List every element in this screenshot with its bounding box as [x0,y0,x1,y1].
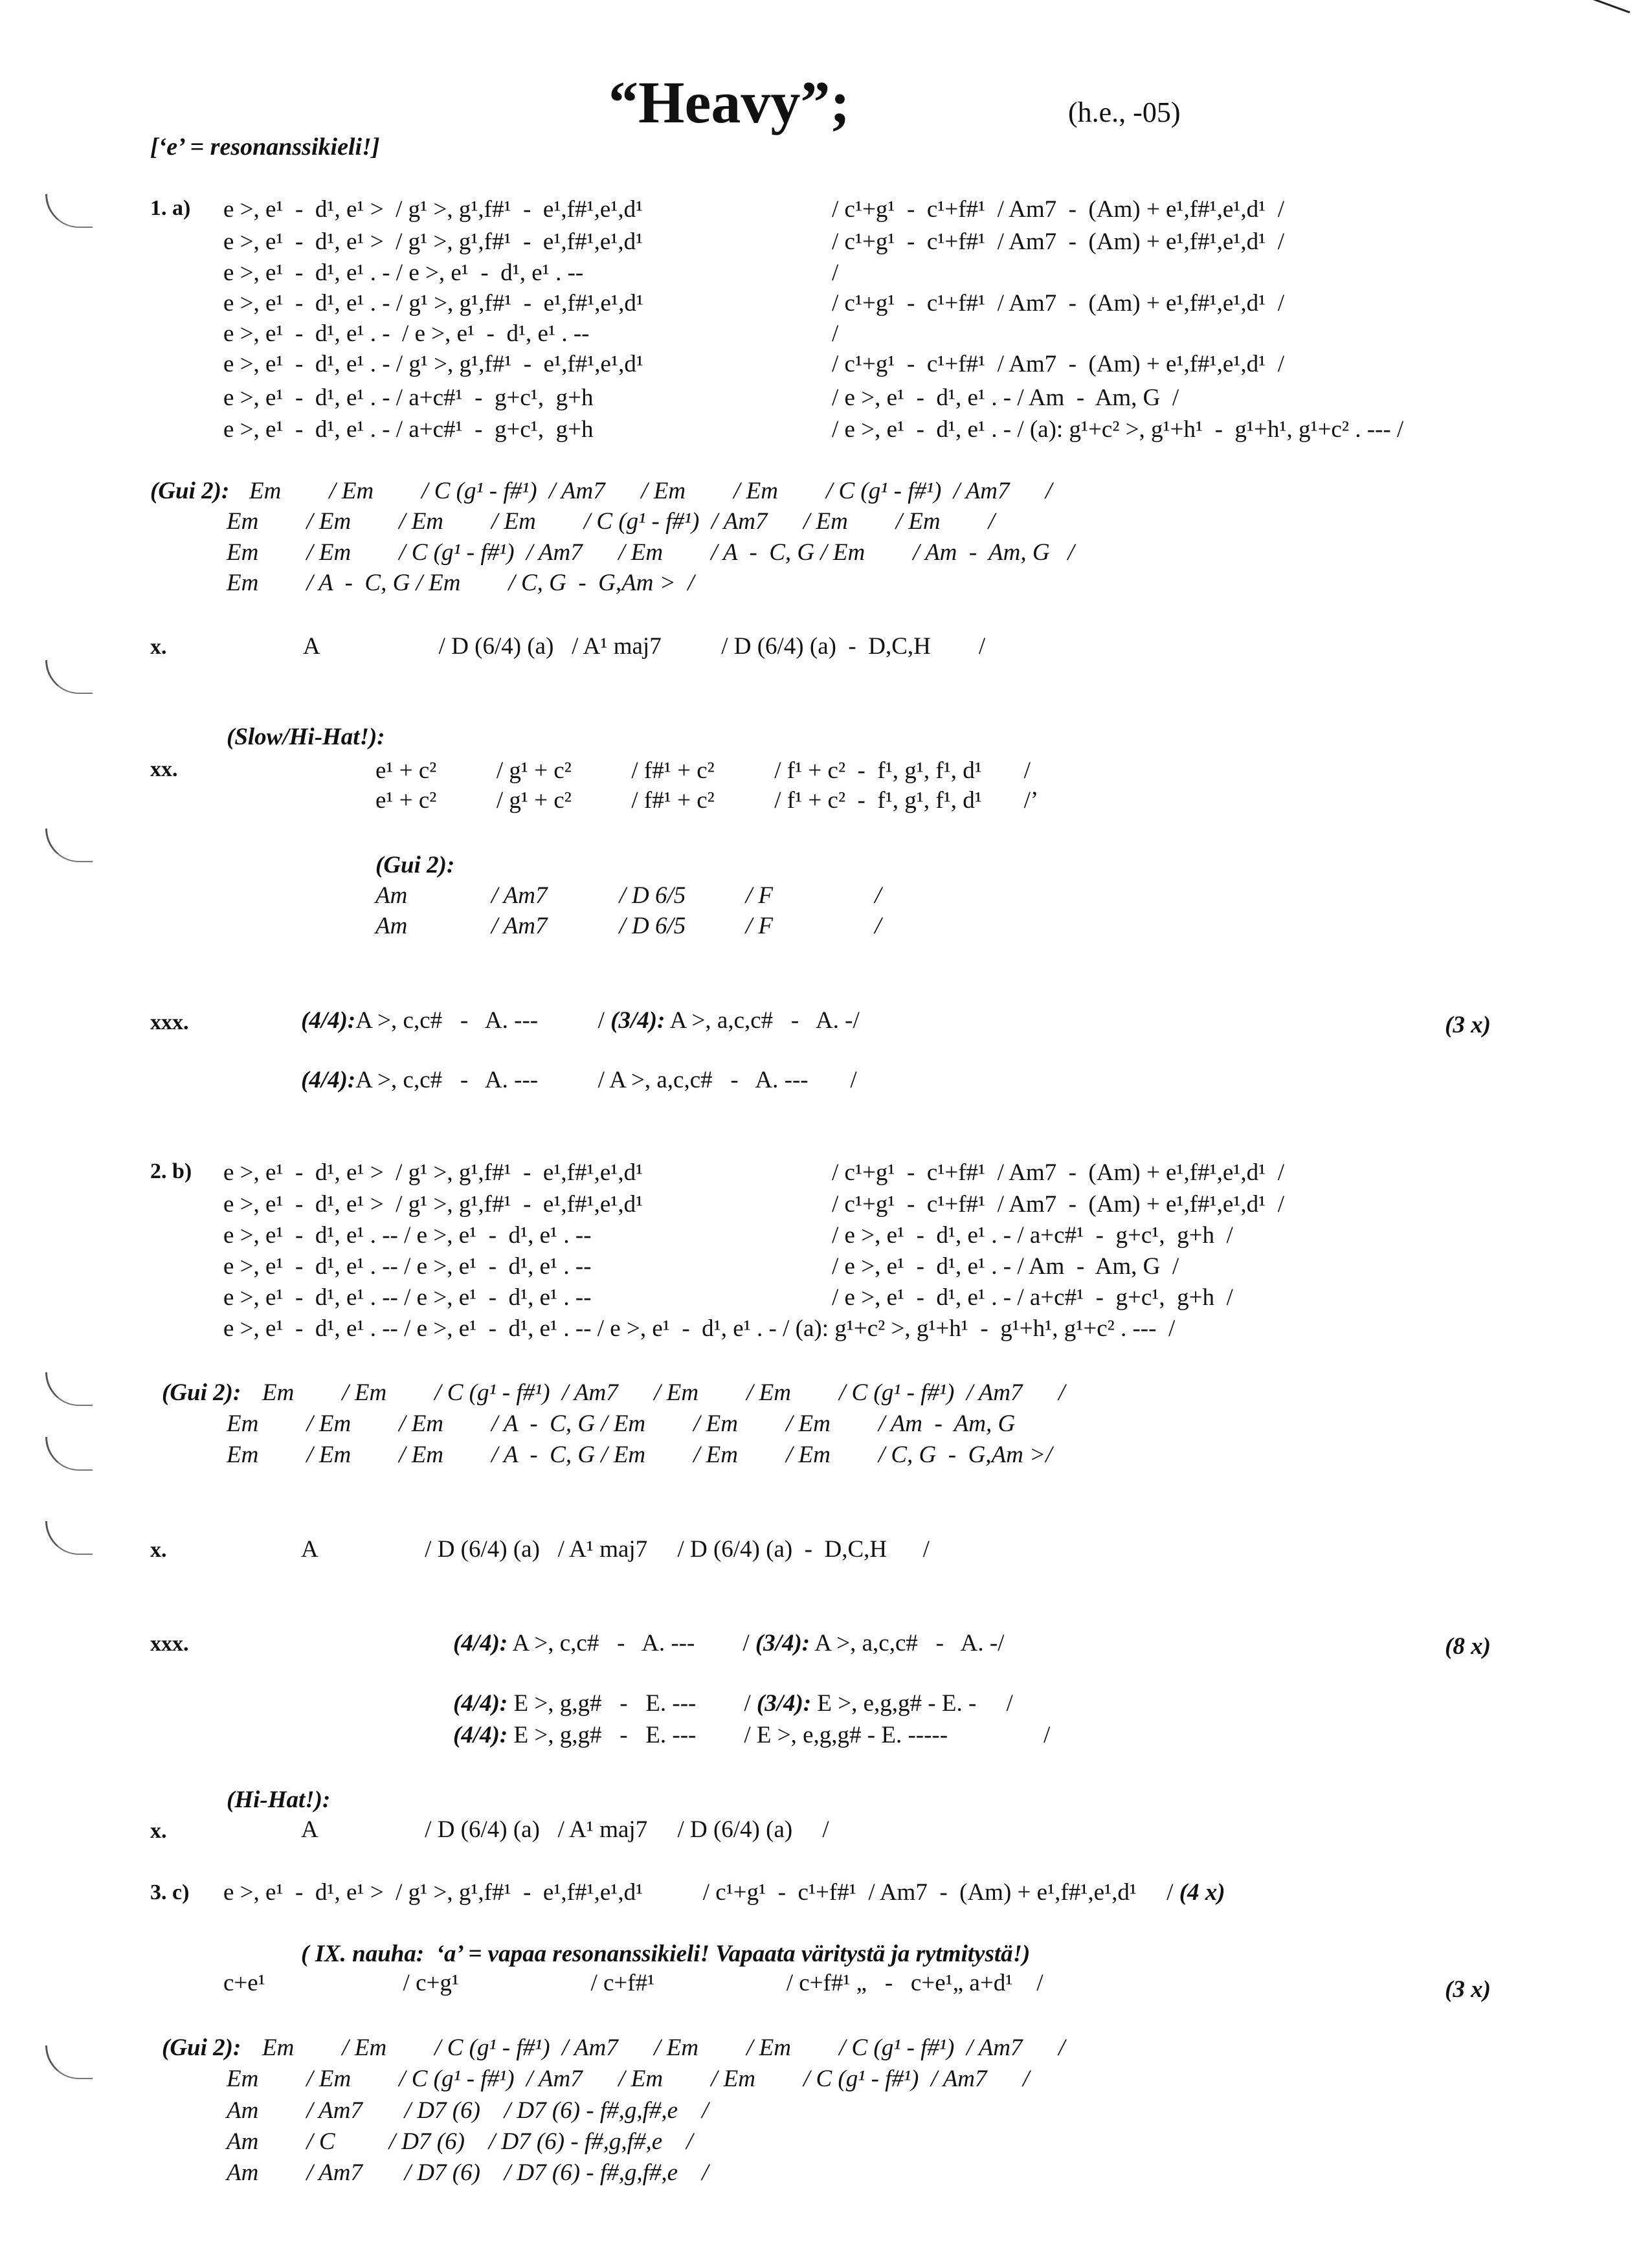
section-label: 1. a) [150,196,191,220]
notation-line: / c¹+g¹ - c¹+f#¹ / Am7 - (Am) + e¹,f#¹,e¹,d¹ / [832,1191,1285,1218]
chord-line: Em / Em / C (g¹ - f#¹) / Am7 / Em / Em / C (g¹ - f#¹) / Am7 / [262,1379,1066,1406]
punch-hole-mark [45,829,93,862]
author-credit: (h.e., -05) [1068,96,1181,128]
meter-label: (3/4): [610,1007,665,1034]
notation-text: A >, c,c# - A. --- / A >, a,c,c# - A. --- / [355,1067,857,1093]
notation-line: / [832,320,839,347]
notation-text: A >, c,c# - A. --- / [355,1007,611,1034]
chord-line: Em / A - C, G / Em / C, G - G,Am > / [227,570,695,596]
notation-line [453,1631,1004,1655]
guitar-label: (Gui 2): [162,1379,241,1406]
section-label: 3. c) [150,1880,190,1904]
meter-label: (3/4): [756,1690,812,1717]
notation-line: / [832,260,839,286]
notation-line: e >, e¹ - d¹, e¹ > / g¹ >, g¹,f#¹ - e¹,f#¹,e¹,d¹ [223,229,643,255]
chord-line: Em / Em / Em / A - C, G / Em / Em / Em / C, G - G,Am >/ [227,1442,1053,1468]
punch-hole-mark [45,1437,93,1471]
notation-text: E >, e,g,g# - E. - / [811,1690,1013,1717]
notation-line: / c¹+g¹ - c¹+f#¹ / Am7 - (Am) + e¹,f#¹,e¹,d¹ / [832,196,1285,223]
chord-line: Am / Am7 / D7 (6) / D7 (6) - f#,g,f#,e / [227,2097,709,2124]
section-label: x. [150,635,167,659]
notation-line: e >, e¹ - d¹, e¹ . -- / e >, e¹ - d¹, e¹ . -- [223,1284,592,1311]
notation-line [301,1068,857,1092]
notation-line: e >, e¹ - d¹, e¹ . -- / e >, e¹ - d¹, e¹ . -- / e >, e¹ - d¹, e¹ . - / (a): g¹+c² >, g¹+h¹ - g¹+h¹, g¹+c² . --- / [223,1315,1176,1342]
notation-line: e >, e¹ - d¹, e¹ . - / g¹ >, g¹,f#¹ - e¹,f#¹,e¹,d¹ [223,290,643,317]
chord-line: Em / Em / C (g¹ - f#¹) / Am7 / Em / Em / C (g¹ - f#¹) / Am7 / [249,478,1053,504]
punch-hole-mark [45,2046,93,2079]
section-label: xx. [150,757,178,781]
repeat-count: (3 x) [1445,1976,1491,2003]
chord-line: Em / Em / C (g¹ - f#¹) / Am7 / Em / Em / C (g¹ - f#¹) / Am7 / [262,2034,1066,2061]
nauha-note: ( IX. nauha: ‘a’ = vapaa resonanssikieli! Vapaata väritystä ja rytmitystä!) [301,1941,1031,1967]
notation-line: e >, e¹ - d¹, e¹ . -- / e >, e¹ - d¹, e¹ . -- [223,1222,592,1249]
chord-line: Am / Am7 / D7 (6) / D7 (6) - f#,g,f#,e / [227,2159,709,2186]
notation-line: e¹ + c² / g¹ + c² / f#¹ + c² / f¹ + c² - f¹, g¹, f¹, d¹ / [375,757,1031,784]
notation-line: e >, e¹ - d¹, e¹ . - / a+c#¹ - g+c¹, g+h [223,385,594,411]
punch-hole-mark [45,194,93,228]
meter-label: (4/4): [301,1067,356,1093]
notation-line: e >, e¹ - d¹, e¹ . - / a+c#¹ - g+c¹, g+h [223,416,594,443]
notation-line [301,1009,860,1032]
chord-line: Am / Am7 / D 6/5 / F / [375,913,882,939]
notation-text: A >, c,c# - A. --- / [508,1630,755,1656]
notation-line: e >, e¹ - d¹, e¹ . - / g¹ >, g¹,f#¹ - e¹,f#¹,e¹,d¹ [223,351,643,377]
section-label: x. [150,1819,167,1843]
punch-hole-mark [45,660,93,694]
resonance-note: [‘e’ = resonanssikieli!] [150,133,380,161]
repeat-count: (3 x) [1445,1012,1491,1038]
notation-line: / c¹+g¹ - c¹+f#¹ / Am7 - (Am) + e¹,f#¹,e¹,d¹ / [832,1159,1285,1186]
notation-line: e¹ + c² / g¹ + c² / f#¹ + c² / f¹ + c² - f¹, g¹, f¹, d¹ /’ [375,787,1039,814]
notation-text: E >, g,g# - E. --- / [508,1690,757,1717]
notation-line: / e >, e¹ - d¹, e¹ . - / a+c#¹ - g+c¹, g+h / [832,1222,1233,1249]
punch-hole-mark [45,1372,93,1406]
notation-line: e >, e¹ - d¹, e¹ > / g¹ >, g¹,f#¹ - e¹,f#¹,e¹,d¹ [223,196,643,223]
page-title: “Heavy”; [608,69,851,135]
chord-line: Em / Em / Em / A - C, G / Em / Em / Em / Am - Am, G [227,1410,1016,1437]
meter-label: (4/4): [453,1630,508,1656]
notation-line: e >, e¹ - d¹, e¹ . - / e >, e¹ - d¹, e¹ . -- [223,320,590,347]
notation-line: c+e¹ / c+g¹ / c+f#¹ / c+f#¹ „ - c+e¹„ a+d¹ / [223,1970,1044,1996]
notation-line: e >, e¹ - d¹, e¹ . - / e >, e¹ - d¹, e¹ . -- [223,260,584,286]
notation-line [453,1691,1013,1715]
punch-hole-mark [45,1521,93,1555]
chord-line: Em / Em / C (g¹ - f#¹) / Am7 / Em / A - C, G / Em / Am - Am, G / [227,539,1075,566]
notation-line: e >, e¹ - d¹, e¹ . -- / e >, e¹ - d¹, e¹ . -- [223,1253,592,1280]
meter-label: (4/4): [453,1690,508,1717]
section-header: (Slow/Hi-Hat!): [227,724,385,750]
chord-line: Em / Em / Em / Em / C (g¹ - f#¹) / Am7 / Em / Em / [227,508,995,535]
meter-label: (4/4): [453,1722,508,1748]
notation-line: A / D (6/4) (a) / A¹ maj7 / D (6/4) (a) - D,C,H / [301,1536,930,1563]
notation-line: A / D (6/4) (a) / A¹ maj7 / D (6/4) (a) - D,C,H / [303,633,986,660]
guitar-label: (Gui 2): [162,2034,241,2061]
section-label: xxx. [150,1632,189,1656]
notation-line: / e >, e¹ - d¹, e¹ . - / a+c#¹ - g+c¹, g+h / [832,1284,1233,1311]
chord-line: Am / C / D7 (6) / D7 (6) - f#,g,f#,e / [227,2128,693,2155]
notation-text: e >, e¹ - d¹, e¹ > / g¹ >, g¹,f#¹ - e¹,f#¹,e¹,d¹ / c¹+g¹ - c¹+f#¹ / Am7 - (Am) + e¹,f#¹,e¹,d¹ / [223,1879,1179,1906]
notation-line [223,1880,1225,1904]
section-label: xxx. [150,1010,189,1034]
notation-line: / e >, e¹ - d¹, e¹ . - / Am - Am, G / [832,385,1179,411]
notation-text: A >, a,c,c# - A. -/ [810,1630,1005,1656]
notation-line: A / D (6/4) (a) / A¹ maj7 / D (6/4) (a) / [301,1816,829,1843]
repeat-count: (8 x) [1445,1633,1491,1660]
meter-label: (4/4): [301,1007,356,1034]
guitar-label: (Gui 2): [150,478,230,504]
notation-line: / c¹+g¹ - c¹+f#¹ / Am7 - (Am) + e¹,f#¹,e¹,d¹ / [832,290,1285,317]
notation-line: e >, e¹ - d¹, e¹ > / g¹ >, g¹,f#¹ - e¹,f#¹,e¹,d¹ [223,1159,643,1186]
guitar-label: (Gui 2): [375,852,455,878]
notation-line [453,1723,1050,1747]
notation-line: / e >, e¹ - d¹, e¹ . - / (a): g¹+c² >, g¹+h¹ - g¹+h¹, g¹+c² . --- / [832,416,1404,443]
corner-scan-mark [1581,0,1630,14]
section-header: (Hi-Hat!): [227,1787,331,1813]
notation-line: / c¹+g¹ - c¹+f#¹ / Am7 - (Am) + e¹,f#¹,e¹,d¹ / [832,351,1285,377]
section-label: x. [150,1538,167,1562]
notation-text: A >, a,c,c# - A. -/ [665,1007,860,1034]
chord-line: Am / Am7 / D 6/5 / F / [375,882,882,909]
repeat-count: (4 x) [1179,1879,1225,1906]
notation-line: e >, e¹ - d¹, e¹ > / g¹ >, g¹,f#¹ - e¹,f#¹,e¹,d¹ [223,1191,643,1218]
meter-label: (3/4): [755,1630,810,1656]
chord-line: Em / Em / C (g¹ - f#¹) / Am7 / Em / Em / C (g¹ - f#¹) / Am7 / [227,2066,1030,2092]
notation-line: / e >, e¹ - d¹, e¹ . - / Am - Am, G / [832,1253,1179,1280]
notation-line: / c¹+g¹ - c¹+f#¹ / Am7 - (Am) + e¹,f#¹,e¹,d¹ / [832,229,1285,255]
section-label: 2. b) [150,1159,192,1183]
notation-text: E >, g,g# - E. --- / E >, e,g,g# - E. ----- / [508,1722,1051,1748]
